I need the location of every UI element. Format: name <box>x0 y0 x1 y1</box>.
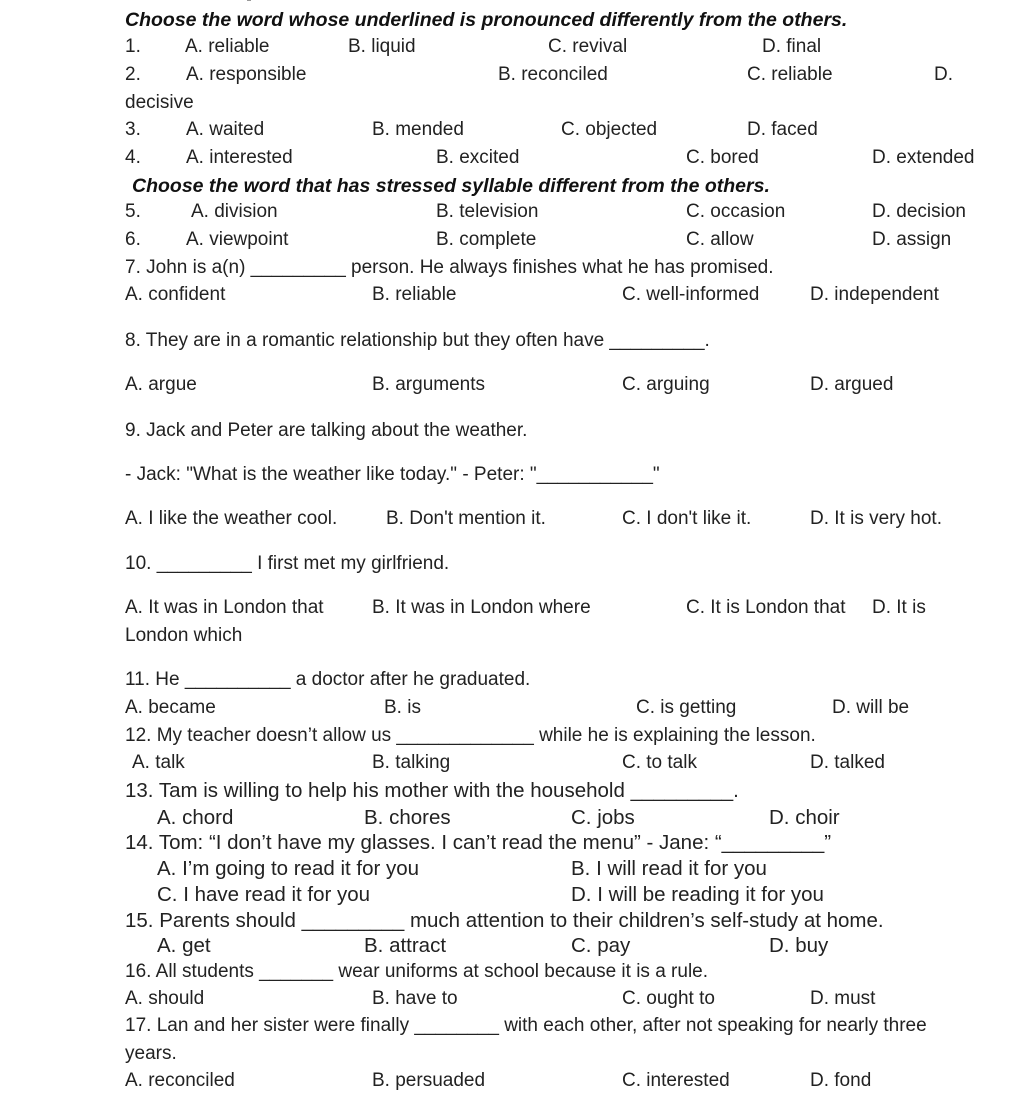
option-b[interactable]: B. is <box>384 697 421 718</box>
option-d[interactable]: D. choir <box>769 806 840 829</box>
option-a[interactable]: A. get <box>157 934 211 957</box>
option-b[interactable]: B. mended <box>372 119 464 140</box>
question-stem: 10. _________ I first met my girlfriend. <box>125 553 450 574</box>
option-a[interactable]: A. viewpoint <box>186 229 289 250</box>
section-heading-stress: Choose the word that has stressed syllable different from the others. <box>132 175 770 197</box>
question-stem: 7. John is a(n) _________ person. He always finishes what he has promised. <box>125 257 774 278</box>
option-a[interactable]: A. reliable <box>185 36 270 57</box>
option-b[interactable]: B. persuaded <box>372 1070 486 1091</box>
question-number: 6. <box>125 229 141 250</box>
option-b[interactable]: B. complete <box>436 229 537 250</box>
option-c[interactable]: C. allow <box>686 229 754 250</box>
option-c[interactable]: C. interested <box>622 1070 730 1091</box>
option-b[interactable]: B. chores <box>364 806 451 829</box>
option-b[interactable]: B. excited <box>436 147 520 168</box>
option-a[interactable]: A. I’m going to read it for you <box>157 857 420 880</box>
option-b[interactable]: B. reliable <box>372 284 457 305</box>
question-stem-continued: years. <box>125 1043 177 1064</box>
question-number: 2. <box>125 64 141 85</box>
option-a[interactable]: A. became <box>125 697 216 718</box>
option-c[interactable]: C. jobs <box>571 806 635 829</box>
option-d[interactable]: D. must <box>810 988 876 1009</box>
option-b[interactable]: B. It was in London where <box>372 597 591 618</box>
option-a[interactable]: A. waited <box>186 119 265 140</box>
option-d[interactable]: D. talked <box>810 752 885 773</box>
question-number: 1. <box>125 36 141 57</box>
option-a[interactable]: A. responsible <box>186 64 307 85</box>
option-c[interactable]: C. ought to <box>622 988 715 1009</box>
option-c[interactable]: C. I have read it for you <box>157 883 371 906</box>
option-c[interactable]: C. objected <box>561 119 658 140</box>
question-stem: 13. Tam is willing to help his mother with the household _________. <box>125 779 739 802</box>
option-d-continued[interactable]: London which <box>125 625 243 646</box>
option-a[interactable]: A. confident <box>125 284 226 305</box>
option-b[interactable]: B. liquid <box>348 36 416 57</box>
option-d[interactable]: D. I will be reading it for you <box>571 883 824 906</box>
option-c[interactable]: C. to talk <box>622 752 697 773</box>
option-d[interactable]: D. assign <box>872 229 952 250</box>
dialog-line: - Jack: "What is the weather like today." - Peter: "___________" <box>125 464 660 485</box>
question-number: 5. <box>125 201 141 222</box>
option-c[interactable]: C. revival <box>548 36 628 57</box>
option-d[interactable]: D. final <box>762 36 822 57</box>
option-c[interactable]: C. arguing <box>622 374 710 395</box>
option-a[interactable]: A. talk <box>132 752 185 773</box>
option-c[interactable]: C. is getting <box>636 697 737 718</box>
option-d-continued[interactable]: decisive <box>125 92 194 113</box>
option-d[interactable]: D. extended <box>872 147 975 168</box>
option-d[interactable]: D. will be <box>832 697 910 718</box>
section-heading-pronunciation: Choose the word whose underlined is pronounced differently from the others. <box>125 9 848 31</box>
option-c[interactable]: C. reliable <box>747 64 833 85</box>
option-d[interactable]: D. <box>934 64 953 85</box>
question-number: 4. <box>125 147 141 168</box>
option-a[interactable]: A. reconciled <box>125 1070 235 1091</box>
option-a[interactable]: A. argue <box>125 374 197 395</box>
question-stem: 14. Tom: “I don’t have my glasses. I can’t read the menu” - Jane: “_________” <box>125 831 832 854</box>
option-c[interactable]: C. It is London that <box>686 597 846 618</box>
option-a[interactable]: A. division <box>191 201 278 222</box>
option-a[interactable]: A. It was in London that <box>125 597 324 618</box>
question-stem: 12. My teacher doesn’t allow us _____________ while he is explaining the lesson. <box>125 725 816 746</box>
option-d[interactable]: D. It is <box>872 597 926 618</box>
option-d[interactable]: D. It is very hot. <box>810 508 942 529</box>
question-stem: 11. He __________ a doctor after he graduated. <box>125 669 531 690</box>
scan-mark <box>247 0 251 1</box>
option-b[interactable]: B. reconciled <box>498 64 608 85</box>
option-c[interactable]: C. bored <box>686 147 759 168</box>
option-d[interactable]: D. faced <box>747 119 818 140</box>
question-stem: 8. They are in a romantic relationship but they often have _________. <box>125 330 710 351</box>
option-a[interactable]: A. I like the weather cool. <box>125 508 338 529</box>
option-a[interactable]: A. interested <box>186 147 293 168</box>
option-a[interactable]: A. chord <box>157 806 234 829</box>
option-c[interactable]: C. I don't like it. <box>622 508 752 529</box>
option-d[interactable]: D. fond <box>810 1070 872 1091</box>
option-b[interactable]: B. attract <box>364 934 447 957</box>
option-b[interactable]: B. arguments <box>372 374 485 395</box>
option-d[interactable]: D. decision <box>872 201 966 222</box>
question-stem: 9. Jack and Peter are talking about the weather. <box>125 420 528 441</box>
option-b[interactable]: B. Don't mention it. <box>386 508 546 529</box>
option-d[interactable]: D. argued <box>810 374 894 395</box>
question-stem: 15. Parents should _________ much attention to their children’s self-study at home. <box>125 909 884 932</box>
option-d[interactable]: D. independent <box>810 284 939 305</box>
option-c[interactable]: C. well-informed <box>622 284 760 305</box>
option-b[interactable]: B. talking <box>372 752 451 773</box>
option-c[interactable]: C. pay <box>571 934 631 957</box>
option-a[interactable]: A. should <box>125 988 205 1009</box>
option-d[interactable]: D. buy <box>769 934 829 957</box>
question-stem: 17. Lan and her sister were finally ________ with each other, after not speaking for nearly three <box>125 1015 927 1036</box>
question-stem: 16. All students _______ wear uniforms at school because it is a rule. <box>125 961 709 982</box>
option-b[interactable]: B. I will read it for you <box>571 857 767 880</box>
option-c[interactable]: C. occasion <box>686 201 786 222</box>
option-b[interactable]: B. have to <box>372 988 458 1009</box>
option-b[interactable]: B. television <box>436 201 539 222</box>
question-number: 3. <box>125 119 141 140</box>
